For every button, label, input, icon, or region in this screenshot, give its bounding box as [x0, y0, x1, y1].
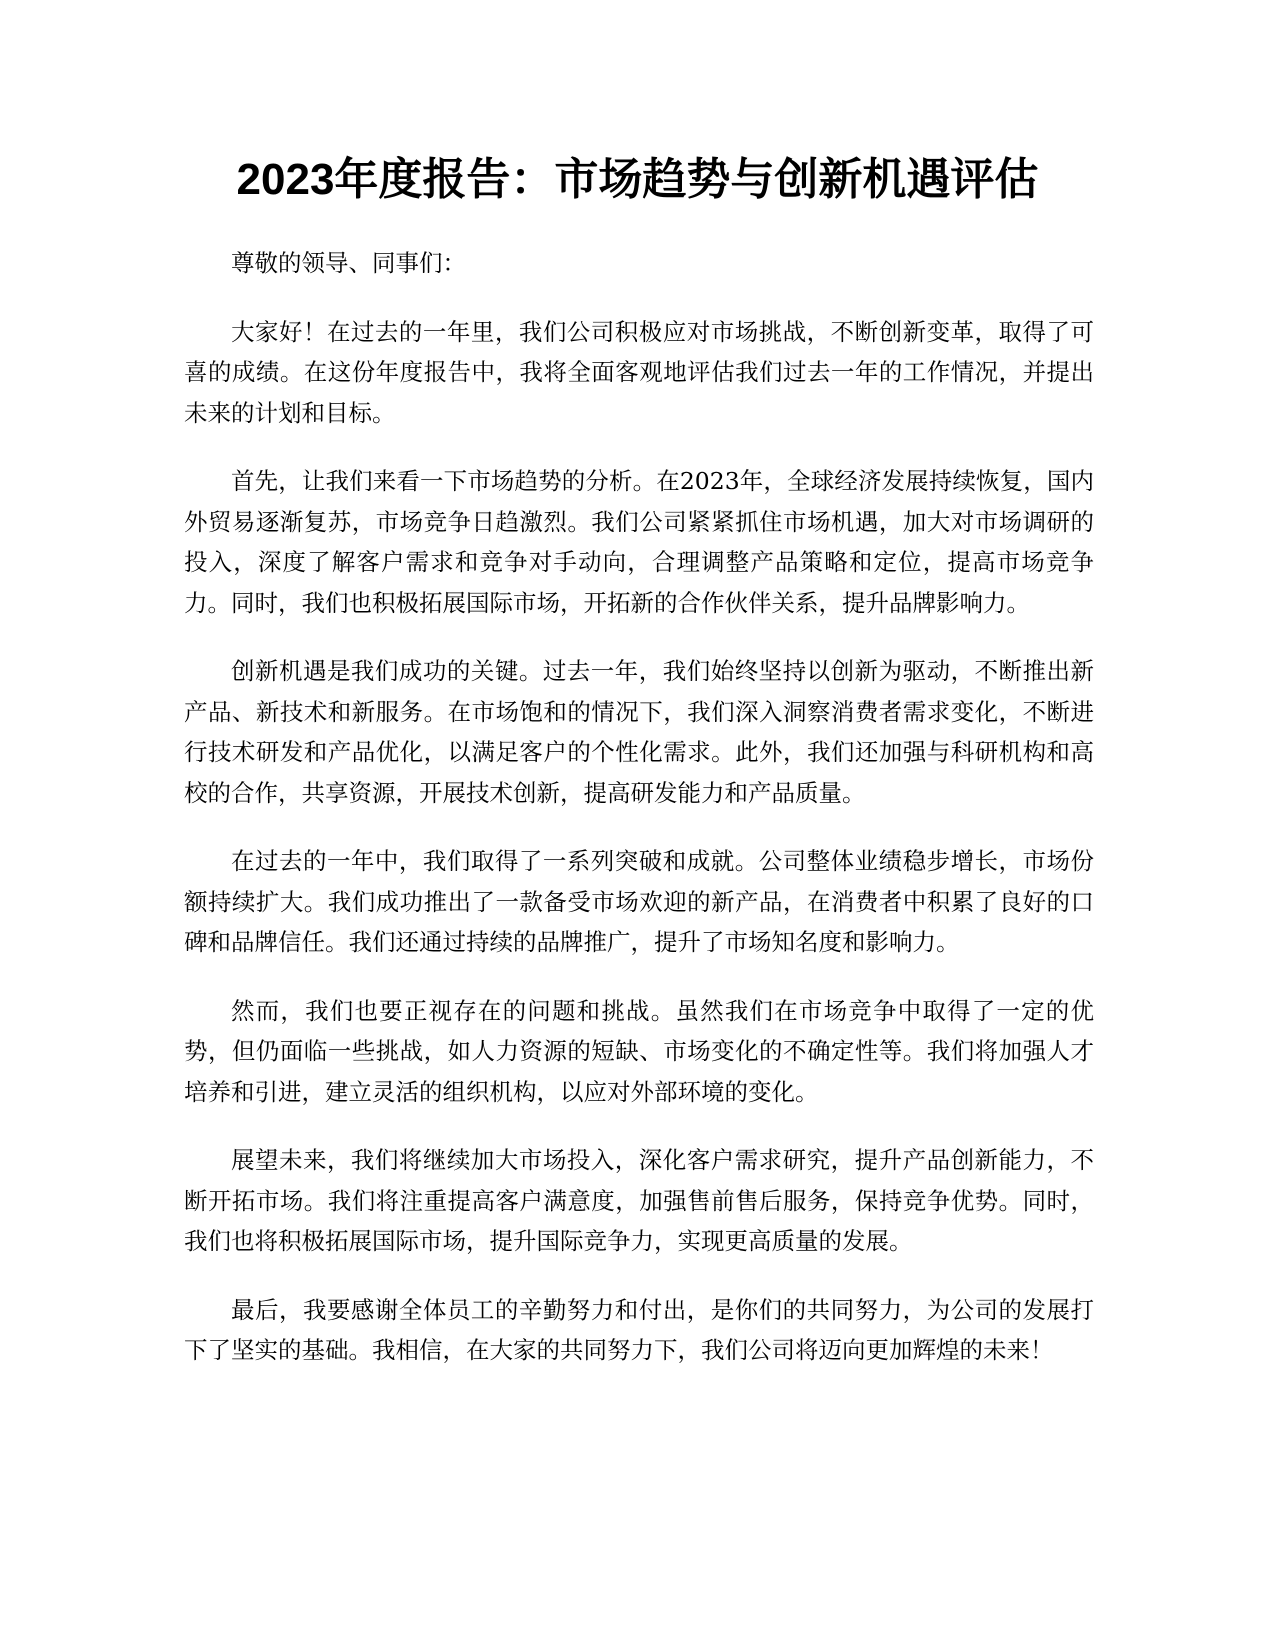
paragraph-greeting: 大家好！在过去的一年里，我们公司积极应对市场挑战，不断创新变革，取得了可喜的成绩。在这份年度报告中，我将全面客观地评估我们过去一年的工作情况，并提出未来的计划和目标。 [184, 317, 1094, 427]
paragraph-outlook: 展望未来，我们将继续加大市场投入，深化客户需求研究，提升产品创新能力，不断开拓市场。我们将注重提高客户满意度，加强售前售后服务，保持竞争优势。同时，我们也将积极拓展国际市场，提升国际竞争力，实现更高质量的发展。 [184, 1146, 1094, 1255]
paragraph-closing: 最后，我要感谢全体员工的辛勤努力和付出，是你们的共同努力，为公司的发展打下了坚实的基础。我相信，在大家的共同努力下，我们公司将迈向更加辉煌的未来！ [184, 1295, 1094, 1364]
document-body [184, 243, 1094, 1399]
paragraph-market-trends: 首先，让我们来看一下市场趋势的分析。在2023年，全球经济发展持续恢复，国内外贸易逐渐复苏，市场竞争日趋激烈。我们公司紧紧抓住市场机遇，加大对市场调研的投入，深度了解客户需求和竞争对手动向，合理调整产品策略和定位，提高市场竞争力。同时，我们也积极拓展国际市场，开拓新的合作伙伴关系，提升品牌影响力。 [184, 467, 1094, 617]
document-title: 2023年度报告：市场趋势与创新机遇评估 [236, 155, 1039, 204]
paragraph-challenges: 然而，我们也要正视存在的问题和挑战。虽然我们在市场竞争中取得了一定的优势，但仍面临一些挑战，如人力资源的短缺、市场变化的不确定性等。我们将加强人才培养和引进，建立灵活的组织机构，以应对外部环境的变化。 [184, 996, 1094, 1106]
salutation: 尊敬的领导、同事们： [231, 249, 466, 277]
paragraph-achievements: 在过去的一年中，我们取得了一系列突破和成就。公司整体业绩稳步增长，市场份额持续扩大。我们成功推出了一款备受市场欢迎的新产品，在消费者中积累了良好的口碑和品牌信任。我们还通过持续的品牌推广，提升了市场知名度和影响力。 [184, 847, 1094, 956]
paragraph-innovation: 创新机遇是我们成功的关键。过去一年，我们始终坚持以创新为驱动，不断推出新产品、新技术和新服务。在市场饱和的情况下，我们深入洞察消费者需求变化，不断进行技术研发和产品优化，以满足客户的个性化需求。此外，我们还加强与科研机构和高校的合作，共享资源，开展技术创新，提高研发能力和产品质量。 [184, 657, 1094, 807]
